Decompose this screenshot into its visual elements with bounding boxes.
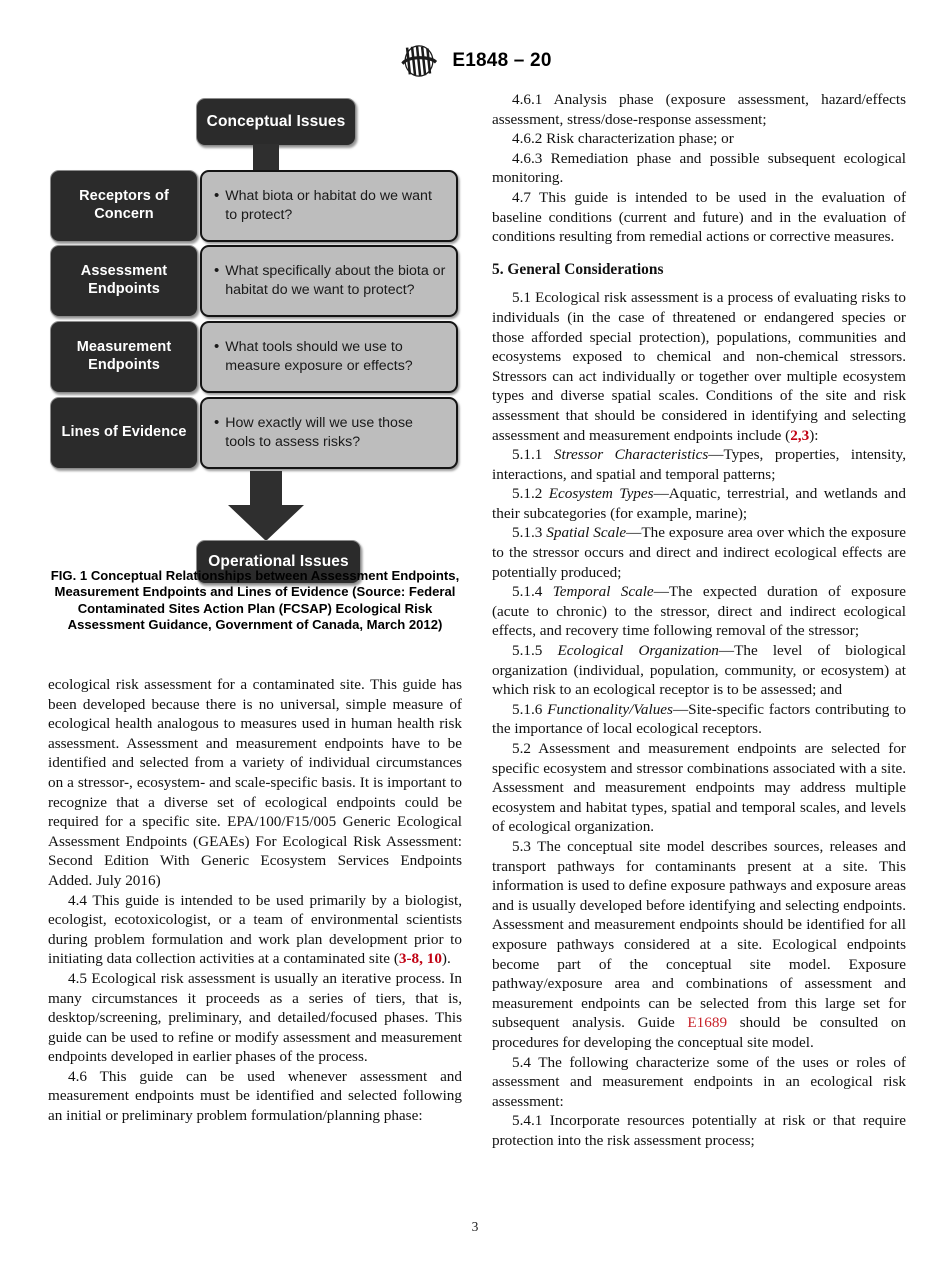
paragraph-5-1-pre: 5.1 Ecological risk assessment is a process of evaluating risks to individuals (in the case of threatened or endangered species or those afforded special protection), populations, communities and ecosystems exposed to chemical and non-chemical stressors. Stressors can act individually or together over multiple ecosystem types and diverse spatial scales. Conditions of the site and risk assessment that should be considered in identifying and selecting assessment and measurement endpoints include ( bbox=[492, 289, 906, 444]
paragraph-4-4-post: ). bbox=[441, 950, 451, 968]
paragraph-5-4-1: 5.4.1 Incorporate resources potentially at risk or that require protection into the risk assessment process; bbox=[492, 1112, 906, 1149]
section-heading-5: 5. General Considerations bbox=[492, 260, 664, 278]
left-column-text bbox=[48, 675, 462, 1126]
paragraph-5-1-5 bbox=[492, 641, 906, 700]
paragraph-5-1-4 bbox=[492, 582, 906, 641]
astm-logo-icon bbox=[398, 44, 440, 78]
paragraph-5-1-2 bbox=[492, 484, 906, 523]
clause-text: —The exposure area over which the exposure to the stressor occurs and direct and indirect ecological effects are potentially produced; bbox=[492, 524, 906, 581]
left-column bbox=[48, 90, 462, 1125]
paragraph-5-1 bbox=[492, 288, 906, 445]
question-text: What biota or habitat do we want to protect? bbox=[225, 188, 432, 223]
question-text: What specifically about the biota or habitat do we want to protect? bbox=[225, 263, 446, 298]
paragraph-5-3-pre: 5.3 The conceptual site model describes sources, releases and transport pathways for contaminants present at a site. This information is used to define exposure pathways and exposure areas and is usually developed before identifying and selecting endpoints. Assessment and measurement endpoints should be identified for all exposure pathways considered at a site. Ecological endpoints become part of the conceptual site model. Exposure pathway/exposure area and combinations of assessment and measurement endpoints can be selected from this large set for subsequent analysis. Guide bbox=[492, 837, 906, 1032]
guide-link-e1689[interactable]: E1689 bbox=[687, 1014, 728, 1032]
conceptual-relationships-diagram bbox=[48, 90, 462, 570]
down-arrow-icon bbox=[224, 471, 308, 543]
defined-term: Ecosystem Types bbox=[548, 485, 654, 503]
paragraph-4-7: 4.7 This guide is intended to be used in the evaluation of baseline conditions (current and future) and in the evaluation of conditions resulting from remedial actions or corrective measures. bbox=[492, 188, 906, 246]
diagram-question-assessment-endpoints bbox=[200, 245, 458, 317]
clause-number: 5.1.3 bbox=[512, 524, 547, 542]
defined-term: Spatial Scale bbox=[546, 524, 627, 542]
diagram-node-conceptual-issues bbox=[196, 98, 356, 146]
clause-number: 5.1.1 bbox=[512, 446, 554, 464]
paragraph-5-4: 5.4 The following characterize some of the uses or roles of assessment and measurement endpoints in an ecological risk assessment: bbox=[492, 1053, 906, 1110]
clause-number: 5.1.4 bbox=[512, 583, 553, 601]
reference-link-3-8-10[interactable]: 3-8, 10 bbox=[398, 950, 442, 968]
clause-number: 5.1.2 bbox=[512, 485, 549, 503]
diagram-node-receptors-of-concern bbox=[50, 170, 198, 242]
node-label: Conceptual Issues bbox=[206, 112, 346, 130]
paragraph-5-1-1 bbox=[492, 445, 906, 484]
document-designation: E1848 – 20 bbox=[452, 50, 552, 71]
defined-term: Ecological Organization bbox=[557, 642, 719, 660]
clause-text: —Aquatic, terrestrial, and wetlands and their subcategories (for example, marine); bbox=[492, 485, 906, 522]
right-column bbox=[492, 90, 906, 1150]
paragraph-5-3 bbox=[492, 837, 906, 1053]
bullet-icon: • bbox=[214, 187, 220, 205]
question-text: How exactly will we use those tools to assess risks? bbox=[225, 415, 413, 450]
bullet-icon: • bbox=[214, 338, 220, 356]
clause-text: —Site-specific factors contributing to the importance of local ecological receptors. bbox=[492, 700, 907, 738]
node-label: Measurement Endpoints bbox=[76, 339, 172, 373]
diagram-question-lines-of-evidence bbox=[200, 397, 458, 469]
diagram-node-measurement-endpoints bbox=[50, 321, 198, 393]
figure-caption: FIG. 1 Conceptual Relationships between Assessment Endpoints, Measurement Endpoints and Lines of Evidence (Source: Federal Contaminated Sites Action Plan (FCSAP) Ecological Risk Assessment Guidance, Government of Canada, March 2012) bbox=[50, 568, 460, 633]
paragraph-5-1-post: ): bbox=[809, 426, 819, 444]
diagram-question-measurement-endpoints bbox=[200, 321, 458, 393]
paragraph-5-3-post: should be consulted on procedures for developing the conceptual site model. bbox=[492, 1014, 907, 1051]
clause-number: 5.1.6 bbox=[512, 700, 548, 718]
node-label: Assessment Endpoints bbox=[80, 263, 168, 297]
connector-top bbox=[253, 144, 279, 172]
clause-number: 5.1.5 bbox=[512, 642, 558, 660]
two-column-body bbox=[48, 90, 906, 1210]
bullet-icon: • bbox=[214, 262, 220, 280]
defined-term: Temporal Scale bbox=[552, 583, 654, 601]
defined-term: Stressor Characteristics bbox=[553, 446, 709, 464]
paragraph-4-5: 4.5 Ecological risk assessment is usually an iterative process. In many circumstances it proceeds as a series of tiers, that is, desktop/screening, preliminary, and detailed/focused phases. This guide can be used to refine or modify assessment and measurement endpoints developed in earlier phases of the process. bbox=[48, 969, 462, 1066]
diagram-node-lines-of-evidence bbox=[50, 397, 198, 469]
paragraph-4-6: 4.6 This guide can be used whenever assessment and measurement endpoints must be identified and selected following an initial or preliminary problem formulation/planning phase: bbox=[48, 1067, 462, 1125]
paragraph-4-4-pre: 4.4 This guide is intended to be used primarily by a biologist, ecologist, ecotoxicologist, or a team of environmental scientists during problem formulation and work plan development prior to initiating data collection activities at a contaminated site ( bbox=[48, 891, 462, 968]
diagram-question-receptors-of-concern bbox=[200, 170, 458, 242]
diagram-node-assessment-endpoints bbox=[50, 245, 198, 317]
node-label: Receptors of Concern bbox=[79, 188, 169, 222]
paragraph-4-6-1: 4.6.1 Analysis phase (exposure assessment, hazard/effects assessment, stress/dose-response assessment; bbox=[492, 91, 906, 128]
reference-link-2-3[interactable]: 2,3 bbox=[790, 426, 810, 444]
node-label: Operational Issues bbox=[208, 552, 349, 570]
bullet-icon: • bbox=[214, 414, 220, 432]
clause-text: —The level of biological organization (individual, population, community, or ecosystem) at which risk to an ecological receptor is to be assessed; and bbox=[492, 642, 906, 699]
defined-term: Functionality/Values bbox=[547, 700, 673, 718]
clause-text: —Types, properties, intensity, interactions, and spatial and temporal patterns; bbox=[492, 446, 907, 483]
paragraph-5-1-3 bbox=[492, 523, 906, 582]
node-label: Lines of Evidence bbox=[61, 424, 187, 441]
clause-text: —The expected duration of exposure (acute to chronic) to the stressor, direct and indirect ecological effects, and recovery time following removal of the stressor; bbox=[492, 583, 907, 640]
paragraph-5-2: 5.2 Assessment and measurement endpoints are selected for specific ecosystem and stressor combinations associated with a site. Assessment and measurement endpoints may address multiple ecosystem and habitat types, spatial and temporal scales, and levels of ecological organization. bbox=[492, 740, 906, 836]
paragraph-5-1-6 bbox=[492, 700, 906, 739]
paragraph-continued: ecological risk assessment for a contaminated site. This guide has been developed because there is no universal, simple measure of ecological health analogous to measures used in human health risk assessment. Assessment and measurement endpoints have to be identified and selected from a variety of individual circumstances on a stressor-, ecosystem- and scale-specific basis. It is important to recognize that a diverse set of ecological endpoints could be required for a specific site. EPA/100/F15/005 Generic Ecological Assessment Endpoints (GEAEs) For Ecological Risk Assessment: Second Edition With Generic Ecosystem Services Endpoints Added. July 2016) bbox=[48, 676, 462, 889]
question-text: What tools should we use to measure exposure or effects? bbox=[225, 339, 413, 374]
paragraph-4-6-3: 4.6.3 Remediation phase and possible subsequent ecological monitoring. bbox=[492, 149, 906, 187]
paragraph-4-6-2: 4.6.2 Risk characterization phase; or bbox=[512, 130, 734, 148]
figure-1 bbox=[48, 90, 462, 633]
page-number: 3 bbox=[471, 1219, 479, 1234]
paragraph-4-4 bbox=[48, 891, 462, 969]
page-header bbox=[0, 44, 950, 78]
